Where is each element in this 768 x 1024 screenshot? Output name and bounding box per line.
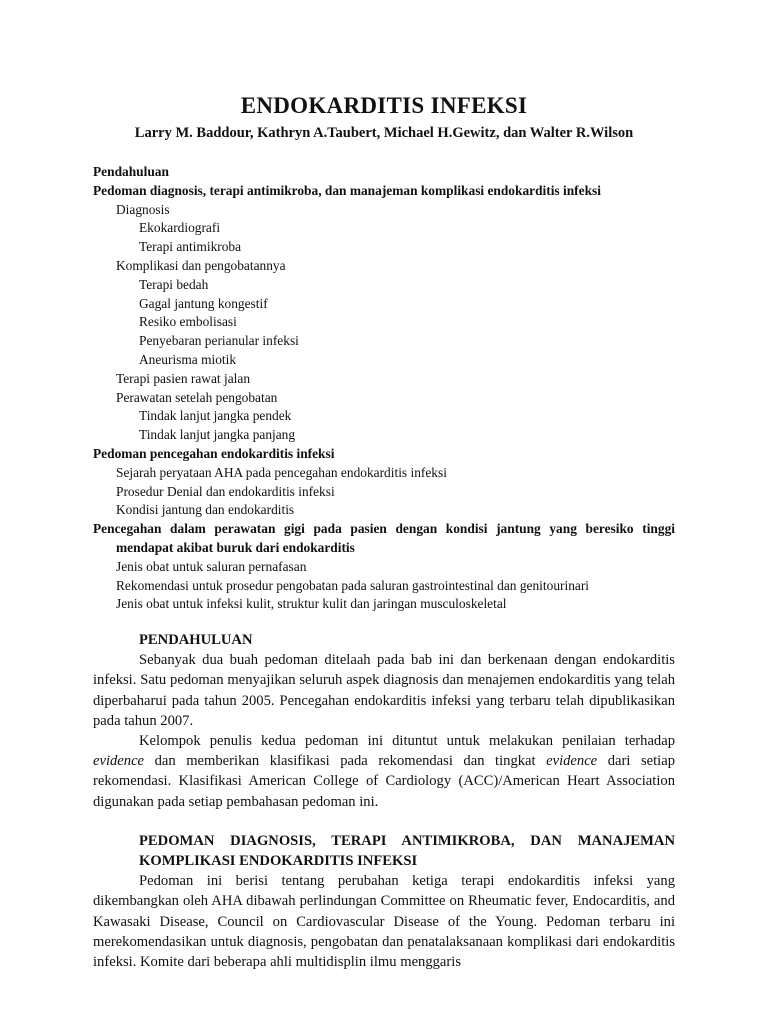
toc-item: Pedoman pencegahan endokarditis infeksi xyxy=(93,445,335,461)
document-body xyxy=(93,630,675,972)
authors-line: Larry M. Baddour, Kathryn A.Taubert, Michael H.Gewitz, dan Walter R.Wilson xyxy=(134,125,634,141)
paragraph: Sebanyak dua buah pedoman ditelaah pada bab ini dan berkenaan dengan endokarditis infeksi. Satu pedoman menyajikan seluruh aspek diagnosis dan menajemen endokarditis yang telah diperbaharui pada tahun 2005. Pencegahan endokarditis infeksi yang terbaru telah dipublikasikan pada tahun 2007. xyxy=(93,652,675,729)
emphasis-text: evidence xyxy=(546,753,598,770)
paragraph-text: Kelompok penulis kedua pedoman ini dituntut untuk melakukan penilaian terhadap xyxy=(139,733,675,750)
toc-item: Komplikasi dan pengobatannya xyxy=(116,257,286,273)
section-heading-pedoman-diagnosis: PEDOMAN DIAGNOSIS, TERAPI ANTIMIKROBA, DAN MANAJEMAN KOMPLIKASI ENDOKARDITIS INFEKSI xyxy=(139,832,675,870)
toc-item: Gagal jantung kongestif xyxy=(139,295,268,311)
emphasis-text: evidence xyxy=(93,753,145,770)
paragraph-text: dari setiap rekomendasi. Klasifikasi American College of Cardiology (ACC)/American Heart Association digunakan pada setiap pembahasan pedoman ini. xyxy=(93,753,675,810)
toc-item: Diagnosis xyxy=(116,201,170,217)
toc-item: Jenis obat untuk saluran pernafasan xyxy=(116,558,307,574)
toc-item: Sejarah peryataan AHA pada pencegahan endokarditis infeksi xyxy=(116,464,447,480)
spacer xyxy=(93,812,675,831)
toc-item: Rekomendasi untuk prosedur pengobatan pada saluran gastrointestinal dan genitourinari xyxy=(116,577,590,593)
toc-item: Jenis obat untuk infeksi kulit, struktur kulit dan jaringan musculoskeletal xyxy=(116,596,507,612)
toc-item: Pencegahan dalam perawatan gigi pada pasien dengan kondisi jantung yang beresiko tinggi mendapat akibat buruk dari endokarditis xyxy=(93,521,675,555)
toc-item: Terapi bedah xyxy=(139,276,209,292)
toc-item: Pedoman diagnosis, terapi antimikroba, dan manajeman komplikasi endokarditis infeksi xyxy=(93,182,601,198)
paragraph-text: dan memberikan klasifikasi pada rekomendasi dan tingkat xyxy=(144,753,547,770)
toc-item: Ekokardiografi xyxy=(139,220,221,236)
toc-item: Prosedur Denial dan endokarditis infeksi xyxy=(116,483,335,499)
paragraph xyxy=(93,731,675,812)
toc-item: Pendahuluan xyxy=(93,164,169,179)
toc-item: Perawatan setelah pengobatan xyxy=(116,389,278,405)
toc-item: Tindak lanjut jangka pendek xyxy=(139,408,292,424)
table-of-contents xyxy=(93,163,675,614)
paragraph: Pedoman ini berisi tentang perubahan ketiga terapi endokarditis infeksi yang dikembangkan oleh AHA dibawah perlindungan Committee on Rheumatic fever, Endocarditis, and Kawasaki Disease, Council on Cardiovascular Disease of the Young. Pedoman terbaru ini merekomendasikan untuk diagnosis, pengobatan dan penatalaksanaan komplikasi dari endokarditis infeksi. Komite dari beberapa ahli multidisplin ilmu menggaris xyxy=(93,873,675,971)
toc-item: Aneurisma miotik xyxy=(139,351,237,367)
toc-item: Kondisi jantung dan endokarditis xyxy=(116,502,295,518)
toc-item: Terapi antimikroba xyxy=(139,239,242,255)
toc-item: Terapi pasien rawat jalan xyxy=(116,370,251,386)
document-title: ENDOKARDITIS INFEKSI xyxy=(240,93,528,118)
section-heading-pendahuluan: PENDAHULUAN xyxy=(139,632,253,648)
toc-item: Resiko embolisasi xyxy=(139,314,237,330)
toc-item: Tindak lanjut jangka panjang xyxy=(139,427,296,443)
toc-item: Penyebaran perianular infeksi xyxy=(139,333,299,349)
